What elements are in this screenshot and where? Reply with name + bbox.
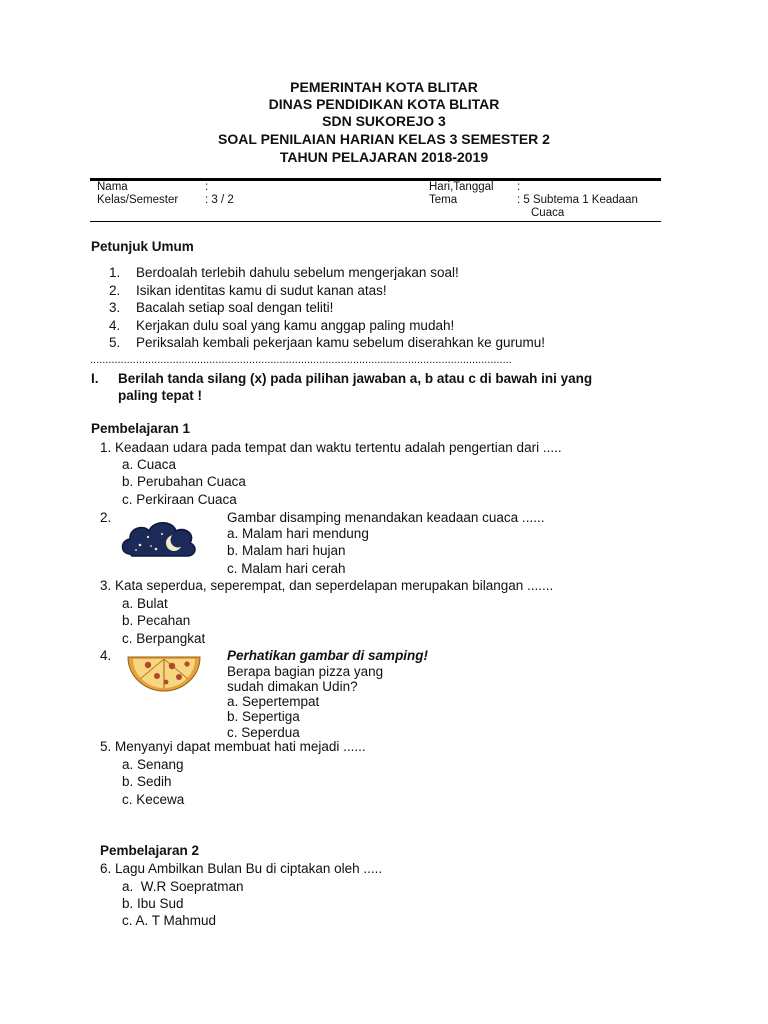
q3-option-c: c. Berpangkat	[122, 631, 206, 646]
q5-option-b: b. Sedih	[122, 774, 172, 789]
tema-value-line-2: Cuaca	[531, 207, 565, 219]
q1-option-c: c. Perkiraan Cuaca	[122, 492, 237, 507]
tema-label: Tema	[429, 194, 458, 206]
q4-option-b: b. Sepertiga	[227, 709, 300, 724]
question-3: 3. Kata seperdua, seperempat, dan seperdelapan merupakan bilangan .......	[100, 578, 554, 593]
hari-tanggal-label: Hari,Tanggal	[429, 181, 494, 193]
petunjuk-title: Petunjuk Umum	[91, 239, 194, 254]
q1-option-b: b. Perubahan Cuaca	[122, 474, 246, 489]
header-line-3: SDN SUKOREJO 3	[322, 113, 446, 129]
question-5: 5. Menyanyi dapat membuat hati mejadi ......	[100, 739, 366, 754]
header-line-2: DINAS PENDIDIKAN KOTA BLITAR	[268, 96, 500, 112]
q4-option-c: c. Seperdua	[227, 725, 300, 740]
q5-option-c: c. Kecewa	[122, 792, 185, 807]
q5-option-a: a. Senang	[122, 757, 184, 772]
night-cloud-moon-icon	[118, 512, 200, 562]
q2-option-c: c. Malam hari cerah	[227, 561, 346, 576]
kelas-semester-label: Kelas/Semester	[97, 194, 179, 206]
header-line-5: TAHUN PELAJARAN 2018-2019	[279, 149, 489, 165]
petunjuk-num-5: 5.	[109, 335, 121, 350]
header-line-1: PEMERINTAH KOTA BLITAR	[290, 79, 478, 95]
q1-option-a: a. Cuaca	[122, 457, 177, 472]
q4-option-a: a. Sepertempat	[227, 694, 320, 709]
hari-tanggal-value: :	[517, 181, 521, 193]
q2-option-b: b. Malam hari hujan	[227, 543, 346, 558]
half-pizza-icon	[126, 655, 202, 693]
dotted-separator: ..........................................................................................................................................	[90, 354, 512, 366]
header-line-4: SOAL PENILAIAN HARIAN KELAS 3 SEMESTER 2	[218, 131, 550, 147]
section-number: I.	[91, 371, 99, 386]
question-6: 6. Lagu Ambilkan Bulan Bu di ciptakan oleh .....	[100, 861, 383, 876]
kelas-semester-value: : 3 / 2	[205, 194, 234, 206]
question-4-line-2: sudah dimakan Udin?	[227, 679, 358, 694]
pembelajaran-1-title: Pembelajaran 1	[91, 421, 191, 436]
identity-bottom-rule	[90, 221, 661, 222]
identity-top-rule	[90, 178, 661, 181]
q6-option-c: c. A. T Mahmud	[122, 913, 217, 928]
question-2-number: 2.	[100, 510, 112, 525]
section-instruction-line-2: paling tepat !	[118, 388, 202, 403]
petunjuk-item-5: Periksalah kembali pekerjaan kamu sebelum diserahkan ke gurumu!	[136, 335, 545, 350]
petunjuk-item-1: Berdoalah terlebih dahulu sebelum mengerjakan soal!	[136, 265, 459, 280]
q2-option-a: a. Malam hari mendung	[227, 526, 369, 541]
question-1: 1. Keadaan udara pada tempat dan waktu tertentu adalah pengertian dari .....	[100, 440, 562, 455]
question-4-instruction: Perhatikan gambar di samping!	[227, 648, 429, 663]
petunjuk-item-2: Isikan identitas kamu di sudut kanan atas!	[136, 283, 387, 298]
tema-value-line-1: : 5 Subtema 1 Keadaan	[517, 194, 638, 206]
question-2: Gambar disamping menandakan keadaan cuaca ......	[227, 510, 545, 525]
q6-option-b: b. Ibu Sud	[122, 896, 184, 911]
petunjuk-item-4: Kerjakan dulu soal yang kamu anggap paling mudah!	[136, 318, 455, 333]
section-instruction-line-1: Berilah tanda silang (x) pada pilihan jawaban a, b atau c di bawah ini yang	[118, 371, 593, 386]
question-4-number: 4.	[100, 648, 112, 663]
petunjuk-num-3: 3.	[109, 300, 121, 315]
petunjuk-item-3: Bacalah setiap soal dengan teliti!	[136, 300, 334, 315]
q6-option-a: a. W.R Soepratman	[122, 879, 244, 894]
petunjuk-num-2: 2.	[109, 283, 121, 298]
petunjuk-num-1: 1.	[109, 265, 121, 280]
question-4-line-1: Berapa bagian pizza yang	[227, 664, 384, 679]
nama-label: Nama	[97, 181, 128, 193]
q3-option-b: b. Pecahan	[122, 613, 191, 628]
pembelajaran-2-title: Pembelajaran 2	[100, 843, 200, 858]
petunjuk-num-4: 4.	[109, 318, 121, 333]
nama-value: :	[205, 181, 209, 193]
q3-option-a: a. Bulat	[122, 596, 168, 611]
